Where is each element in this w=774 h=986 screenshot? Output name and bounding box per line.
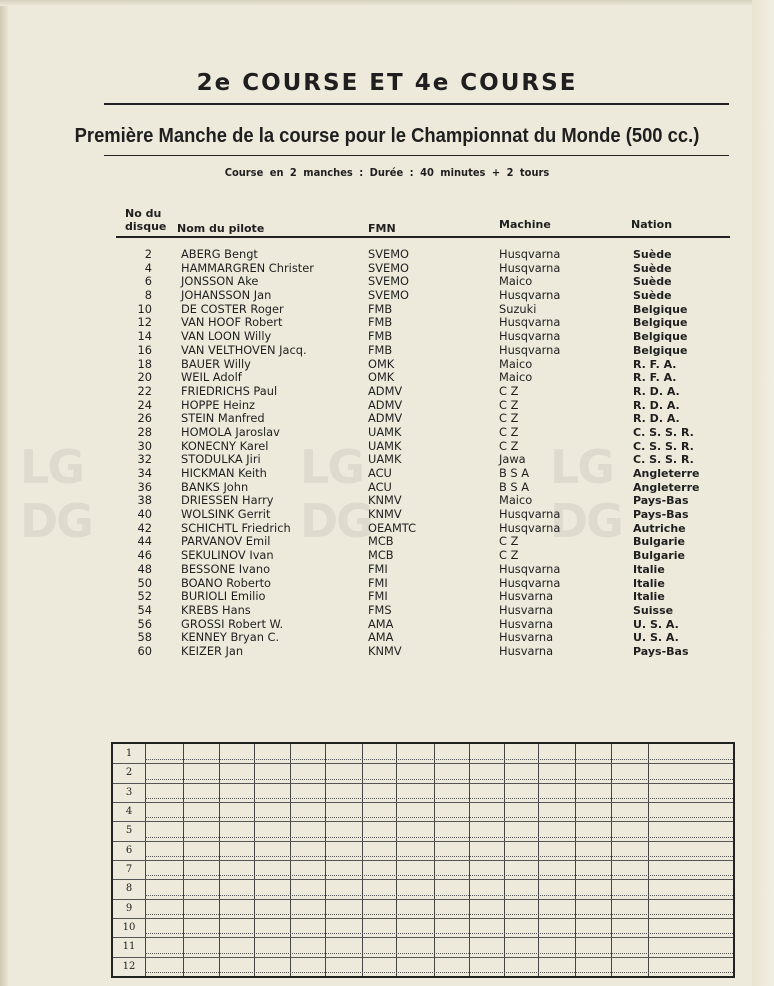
rider-nation: Bulgarie <box>633 549 685 563</box>
col-header-name: Nom du pilote <box>177 222 265 235</box>
rider-nation: Angleterre <box>633 480 700 494</box>
score-grid-row <box>113 860 733 879</box>
entry-dotted-line[interactable] <box>145 895 733 896</box>
lap-number: 9 <box>125 902 133 914</box>
rider-row <box>0 522 774 536</box>
rider-nation: Suisse <box>633 603 674 617</box>
rider-machine: Maico <box>499 356 533 371</box>
rider-row <box>0 262 774 276</box>
rider-name: SCHICHTL Friedrich <box>181 520 291 535</box>
rider-fmn: FMI <box>368 589 388 604</box>
rider-name: KONECNY Karel <box>181 438 269 453</box>
rider-machine: Husqvarna <box>499 342 561 357</box>
rider-machine: Husvarna <box>499 630 554 645</box>
rider-name: STEIN Manfred <box>181 411 265 426</box>
page-top-edge <box>0 0 774 6</box>
rider-row <box>0 563 774 577</box>
col-header-fmn: FMN <box>368 222 396 235</box>
rider-name: HOPPE Heinz <box>181 397 256 412</box>
rider-fmn: FMB <box>368 329 393 344</box>
rider-nation: Belgique <box>633 316 688 330</box>
rider-machine: Maico <box>499 370 533 385</box>
rider-fmn: UAMK <box>368 424 402 439</box>
rider-nation: U. S. A. <box>633 617 679 631</box>
grid-row-separator <box>113 957 733 958</box>
rider-number: 54 <box>137 602 152 617</box>
rider-nation: Belgique <box>633 330 688 344</box>
rider-fmn: ADMV <box>368 397 403 412</box>
subtitle-rule <box>104 155 729 156</box>
rider-nation: Pays-Bas <box>633 494 689 508</box>
rider-name: BOANO Roberto <box>181 575 272 590</box>
rider-nation: Suède <box>633 289 672 303</box>
rider-nation: C. S. S. R. <box>633 425 694 439</box>
col-header-nation: Nation <box>631 218 673 231</box>
watermark-logo: LG DG <box>20 440 92 548</box>
grid-row-separator <box>113 802 733 803</box>
rider-row <box>0 467 774 481</box>
rider-fmn: AMA <box>368 616 394 631</box>
rider-fmn: AMA <box>368 630 394 645</box>
rider-fmn: SVEMO <box>368 260 410 275</box>
rider-row <box>0 303 774 317</box>
rider-number: 20 <box>137 370 152 385</box>
rider-machine: Husvarna <box>499 589 554 604</box>
entry-dotted-line[interactable] <box>145 779 733 780</box>
entry-dotted-line[interactable] <box>145 933 733 934</box>
rider-nation: Bulgarie <box>633 535 685 549</box>
rider-machine: Husqvarna <box>499 247 561 261</box>
rider-row <box>0 549 774 563</box>
grid-row-separator <box>113 879 733 880</box>
rider-fmn: UAMK <box>368 438 402 453</box>
rider-number: 18 <box>137 356 152 371</box>
entry-dotted-line[interactable] <box>145 972 733 973</box>
rider-name: GROSSI Robert W. <box>181 616 284 631</box>
rider-row <box>0 508 774 522</box>
rider-row <box>0 590 774 604</box>
rider-name: DE COSTER Roger <box>181 301 284 316</box>
lap-number: 12 <box>122 960 136 972</box>
entry-dotted-line[interactable] <box>145 914 733 915</box>
rider-number: 16 <box>137 342 152 357</box>
rider-number: 58 <box>137 630 152 645</box>
rider-name: BESSONE Ivano <box>181 561 271 576</box>
rider-row <box>0 344 774 358</box>
rider-number: 30 <box>137 438 152 453</box>
rider-machine: B S A <box>499 466 530 480</box>
rider-nation: Pays-Bas <box>633 508 689 522</box>
rider-number: 4 <box>144 260 152 275</box>
score-grid-row <box>113 744 733 763</box>
rider-fmn: OMK <box>368 370 395 385</box>
rider-name: HOMOLA Jaroslav <box>181 424 280 439</box>
rider-fmn: ADMV <box>368 411 403 426</box>
grid-row-separator <box>113 918 733 919</box>
entry-dotted-line[interactable] <box>145 875 733 876</box>
rider-fmn: FMB <box>368 301 393 316</box>
rider-machine: C Z <box>499 548 519 563</box>
rider-number: 10 <box>137 301 152 316</box>
rider-nation: R. D. A. <box>633 398 680 412</box>
col-header-number: No du disque <box>125 207 167 233</box>
rider-row <box>0 481 774 495</box>
rider-nation: Pays-Bas <box>633 644 689 658</box>
entry-dotted-line[interactable] <box>145 953 733 954</box>
lap-number: 10 <box>122 922 136 934</box>
rider-row <box>0 275 774 289</box>
rider-fmn: KNMV <box>368 643 402 658</box>
score-grid-row <box>113 879 733 898</box>
rider-name: VAN VELTHOVEN Jacq. <box>181 342 307 357</box>
rider-row <box>0 248 774 262</box>
rider-nation: Suède <box>633 248 672 261</box>
rider-name: WOLSINK Gerrit <box>181 507 271 522</box>
score-grid-row <box>113 841 733 860</box>
rider-nation: R. D. A. <box>633 412 680 426</box>
grid-row-separator <box>113 783 733 784</box>
rider-row <box>0 453 774 467</box>
rider-name: STODULKA Jiri <box>181 452 261 467</box>
lap-number: 4 <box>125 806 133 818</box>
watermark-logo: LG DG <box>550 440 622 548</box>
score-grid-row <box>113 783 733 802</box>
rider-nation: Suède <box>633 261 672 275</box>
rider-name: DRIESSEN Harry <box>181 493 274 508</box>
rider-nation: Autriche <box>633 521 686 535</box>
lap-number: 2 <box>125 767 133 779</box>
rider-number: 26 <box>137 411 152 426</box>
rider-name: HICKMAN Keith <box>181 466 267 480</box>
rider-row <box>0 535 774 549</box>
lap-number: 5 <box>125 825 133 837</box>
rider-name: JOHANSSON Jan <box>181 288 272 303</box>
score-grid-row <box>113 957 733 976</box>
rider-number: 42 <box>137 520 152 535</box>
rider-machine: C Z <box>499 383 519 398</box>
entry-dotted-line[interactable] <box>145 837 733 838</box>
rider-nation: C. S. S. R. <box>633 439 694 453</box>
rider-machine: Jawa <box>499 452 526 467</box>
grid-row-separator <box>113 763 733 764</box>
rider-fmn: FMI <box>368 575 388 590</box>
rider-machine: Maico <box>499 274 533 289</box>
rider-machine: C Z <box>499 397 519 412</box>
race-info: Course en 2 manches : Durée : 40 minutes + 2 tours <box>224 166 550 179</box>
rider-row <box>0 316 774 330</box>
rider-machine: Husqvarna <box>499 561 561 576</box>
entry-dotted-line[interactable] <box>145 817 733 818</box>
rider-number: 38 <box>137 493 152 508</box>
rider-row <box>0 385 774 399</box>
lap-number: 3 <box>125 786 133 798</box>
score-grid-row <box>113 918 733 937</box>
lap-number: 7 <box>125 864 133 876</box>
rider-number: 8 <box>144 288 152 303</box>
rider-fmn: SVEMO <box>368 288 410 303</box>
lap-number: 1 <box>125 748 133 760</box>
title-rule <box>104 103 729 105</box>
rider-number: 36 <box>137 479 152 494</box>
rider-name: KEIZER Jan <box>181 643 244 658</box>
grid-row-separator <box>113 841 733 842</box>
rider-row <box>0 618 774 632</box>
rider-number: 12 <box>137 315 152 330</box>
rider-nation: Belgique <box>633 302 688 316</box>
rider-row <box>0 577 774 591</box>
rider-machine: Suzuki <box>499 301 537 316</box>
rider-machine: Husqvarna <box>499 260 561 275</box>
rider-nation: R. F. A. <box>633 357 677 371</box>
rider-fmn: SVEMO <box>368 247 410 261</box>
rider-machine: C Z <box>499 438 519 453</box>
score-grid-row <box>113 899 733 918</box>
rider-fmn: FMS <box>368 602 392 617</box>
rider-nation: Italie <box>633 576 665 590</box>
rider-row <box>0 645 774 659</box>
score-grid-row <box>113 821 733 840</box>
table-header-rule <box>116 236 730 238</box>
rider-fmn: ACU <box>368 466 392 480</box>
rider-row <box>0 440 774 454</box>
rider-row <box>0 604 774 618</box>
score-grid-row <box>113 763 733 782</box>
rider-machine: B S A <box>499 479 530 494</box>
rider-name: KREBS Hans <box>181 602 251 617</box>
rider-machine: Husqvarna <box>499 520 561 535</box>
rider-row <box>0 412 774 426</box>
rider-row <box>0 330 774 344</box>
rider-number: 60 <box>137 643 152 658</box>
rider-nation: U. S. A. <box>633 631 679 645</box>
rider-machine: Husqvarna <box>499 507 561 522</box>
rider-name: BURIOLI Emilio <box>181 589 266 604</box>
rider-number: 6 <box>144 274 152 289</box>
rider-list <box>0 248 774 659</box>
rider-nation: C. S. S. R. <box>633 453 694 467</box>
score-grid-row <box>113 802 733 821</box>
rider-machine: Maico <box>499 493 533 508</box>
rider-machine: Husvarna <box>499 616 554 631</box>
page-subtitle: Première Manche de la course pour le Championnat du Monde (500 cc.) <box>74 125 700 147</box>
score-grid-row <box>113 937 733 956</box>
lap-number: 8 <box>125 883 133 895</box>
rider-name: VAN LOON Willy <box>181 329 272 344</box>
rider-row <box>0 358 774 372</box>
rider-number: 34 <box>137 466 152 480</box>
grid-row-separator <box>113 821 733 822</box>
rider-number: 28 <box>137 424 152 439</box>
rider-nation: Belgique <box>633 343 688 357</box>
rider-fmn: ADMV <box>368 383 403 398</box>
rider-machine: C Z <box>499 411 519 426</box>
rider-row <box>0 426 774 440</box>
rider-number: 2 <box>144 247 152 261</box>
rider-fmn: UAMK <box>368 452 402 467</box>
rider-nation: Angleterre <box>633 467 700 480</box>
grid-row-separator <box>113 899 733 900</box>
rider-machine: C Z <box>499 534 519 549</box>
rider-number: 52 <box>137 589 152 604</box>
page-title: 2e COURSE ET 4e COURSE <box>196 70 578 96</box>
rider-number: 32 <box>137 452 152 467</box>
rider-machine: Husqvarna <box>499 329 561 344</box>
rider-machine: Husvarna <box>499 602 554 617</box>
rider-name: VAN HOOF Robert <box>181 315 283 330</box>
rider-machine: Husvarna <box>499 643 554 658</box>
lap-number: 11 <box>122 941 136 953</box>
rider-number: 50 <box>137 575 152 590</box>
rider-row <box>0 494 774 508</box>
watermark-logo: LG DG <box>300 440 372 548</box>
rider-nation: Italie <box>633 590 665 604</box>
entry-dotted-line[interactable] <box>145 856 733 857</box>
rider-number: 56 <box>137 616 152 631</box>
rider-row <box>0 289 774 303</box>
rider-number: 22 <box>137 383 152 398</box>
rider-fmn: OEAMTC <box>368 520 417 535</box>
grid-row-separator <box>113 937 733 938</box>
rider-name: KENNEY Bryan C. <box>181 630 280 645</box>
rider-name: FRIEDRICHS Paul <box>181 383 278 398</box>
rider-number: 14 <box>137 329 152 344</box>
rider-nation: R. F. A. <box>633 371 677 385</box>
rider-number: 46 <box>137 548 152 563</box>
rider-name: PARVANOV Emil <box>181 534 271 549</box>
rider-fmn: FMB <box>368 342 393 357</box>
rider-number: 40 <box>137 507 152 522</box>
rider-machine: C Z <box>499 424 519 439</box>
rider-name: ABERG Bengt <box>181 247 258 261</box>
rider-name: SEKULINOV Ivan <box>181 548 274 563</box>
rider-name: BAUER Willy <box>181 356 251 371</box>
rider-fmn: KNMV <box>368 493 402 508</box>
rider-row <box>0 399 774 413</box>
col-header-machine: Machine <box>499 218 551 231</box>
rider-fmn: MCB <box>368 534 394 549</box>
score-grid <box>111 742 735 978</box>
rider-name: HAMMARGREN Christer <box>181 260 314 275</box>
rider-number: 48 <box>137 561 152 576</box>
rider-machine: Husqvarna <box>499 288 561 303</box>
rider-row <box>0 631 774 645</box>
rider-fmn: FMI <box>368 561 388 576</box>
grid-row-separator <box>113 860 733 861</box>
rider-machine: Husqvarna <box>499 575 561 590</box>
lap-number: 6 <box>125 844 133 856</box>
rider-nation: Italie <box>633 562 665 576</box>
rider-fmn: KNMV <box>368 507 402 522</box>
rider-nation: R. D. A. <box>633 384 680 398</box>
rider-nation: Suède <box>633 275 672 289</box>
rider-fmn: FMB <box>368 315 393 330</box>
entry-dotted-line[interactable] <box>145 759 733 760</box>
entry-dotted-line[interactable] <box>145 798 733 799</box>
rider-row <box>0 371 774 385</box>
rider-name: WEIL Adolf <box>181 370 242 385</box>
rider-name: JONSSON Ake <box>181 274 259 289</box>
rider-name: BANKS John <box>181 479 249 494</box>
rider-fmn: OMK <box>368 356 395 371</box>
rider-number: 24 <box>137 397 152 412</box>
rider-fmn: SVEMO <box>368 274 410 289</box>
rider-fmn: MCB <box>368 548 394 563</box>
rider-fmn: ACU <box>368 479 392 494</box>
rider-number: 44 <box>137 534 152 549</box>
rider-machine: Husqvarna <box>499 315 561 330</box>
